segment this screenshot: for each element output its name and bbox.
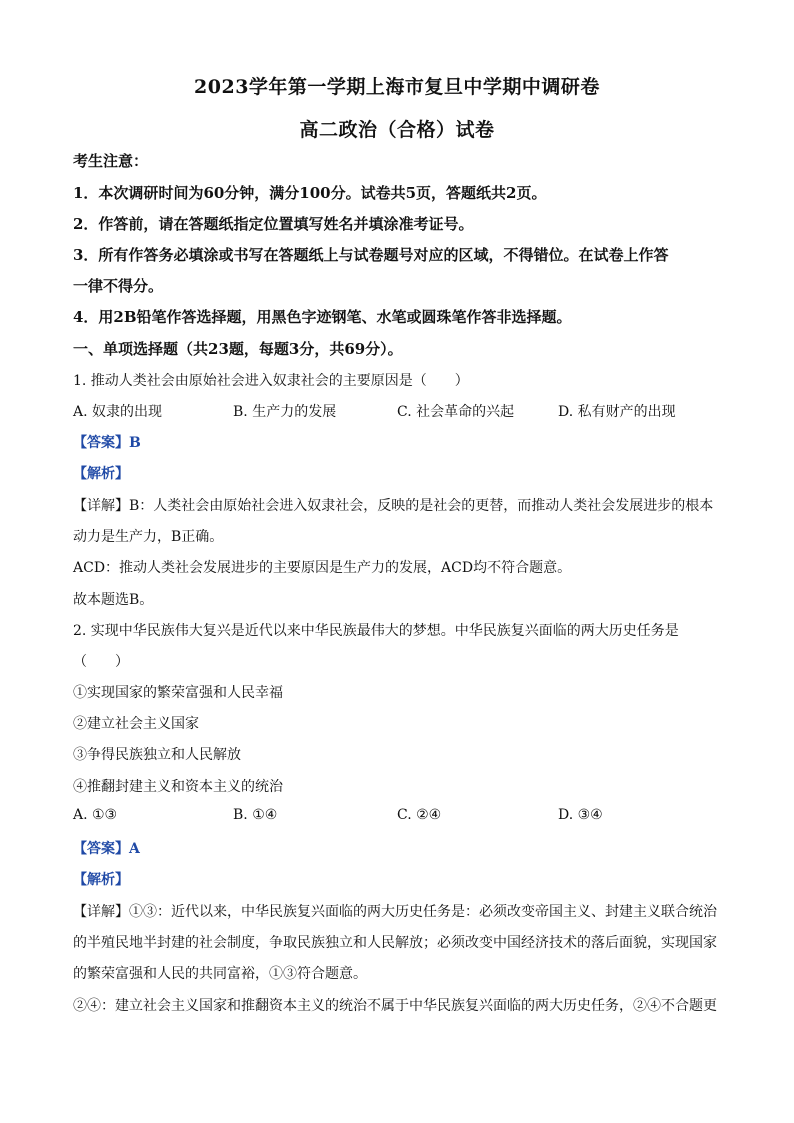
notice-item: 2．作答前，请在答题纸指定位置填写姓名并填涂准考证号。 [73,215,474,233]
q2-detail-line: 的半殖民地半封建的社会制度，争取民族独立和人民解放；必须改变中国经济技术的落后面貌，实现国家 [73,935,717,951]
q2-option-b: B. ①④ [233,807,278,823]
q2-analysis-label: 【解析】 [73,872,129,888]
question-2-stem: 2. 实现中华民族伟大复兴是近代以来中华民族最伟大的梦想。中华民族复兴面临的两大历史任务是 [73,623,679,639]
q2-answer: 【答案】A [73,841,140,857]
q1-detail-line: 动力是生产力，B正确。 [73,529,224,545]
exam-subtitle: 高二政治（合格）试卷 [299,119,495,141]
question-1-stem: 1. 推动人类社会由原始社会进入奴隶社会的主要原因是（ ） [73,373,469,389]
q1-answer: 【答案】B [73,435,141,451]
q1-option-d: D. 私有财产的出现 [558,404,676,420]
q2-statement: ③争得民族独立和人民解放 [73,747,241,763]
q2-option-a: A. ①③ [73,807,118,823]
q2-detail-line: 【详解】①③：近代以来，中华民族复兴面临的两大历史任务是：必须改变帝国主义、封建主义联合统治 [73,904,717,920]
notice-item: 一律不得分。 [73,277,164,295]
question-2-stem-bracket: （ ） [73,654,129,670]
q2-detail-line: 的繁荣富强和人民的共同富裕，①③符合题意。 [73,966,367,982]
q2-statement: ②建立社会主义国家 [73,716,199,732]
notice-item: 1．本次调研时间为60分钟，满分100分。试卷共5页，答题纸共2页。 [73,184,547,202]
q1-analysis-label: 【解析】 [73,466,129,482]
q2-statement: ①实现国家的繁荣富强和人民幸福 [73,685,283,701]
q2-detail-line: ②④：建立社会主义国家和推翻资本主义的统治不属于中华民族复兴面临的两大历史任务，②④不合题更 [73,998,717,1014]
exam-title: 2023学年第一学期上海市复旦中学期中调研卷 [194,76,600,98]
q1-option-c: C. 社会革命的兴起 [397,404,515,420]
q2-statement: ④推翻封建主义和资本主义的统治 [73,779,283,795]
q1-option-b: B. 生产力的发展 [233,404,337,420]
q1-detail-line: 故本题选B。 [73,592,154,608]
q2-option-c: C. ②④ [397,807,442,823]
section-heading: 一、单项选择题（共23题，每题3分，共69分）。 [73,340,403,358]
notice-heading: 考生注意： [73,152,149,170]
notice-item: 3．所有作答务必填涂或书写在答题纸上与试卷题号对应的区域，不得错位。在试卷上作答 [73,246,669,264]
q2-option-d: D. ③④ [558,807,603,823]
q1-option-a: A. 奴隶的出现 [73,404,163,420]
q1-detail-line: ACD：推动人类社会发展进步的主要原因是生产力的发展，ACD均不符合题意。 [73,560,572,576]
notice-item: 4．用2B铅笔作答选择题，用黑色字迹钢笔、水笔或圆珠笔作答非选择题。 [73,308,572,326]
q1-detail-line: 【详解】B：人类社会由原始社会进入奴隶社会，反映的是社会的更替，而推动人类社会发展进步的根本 [73,498,714,514]
